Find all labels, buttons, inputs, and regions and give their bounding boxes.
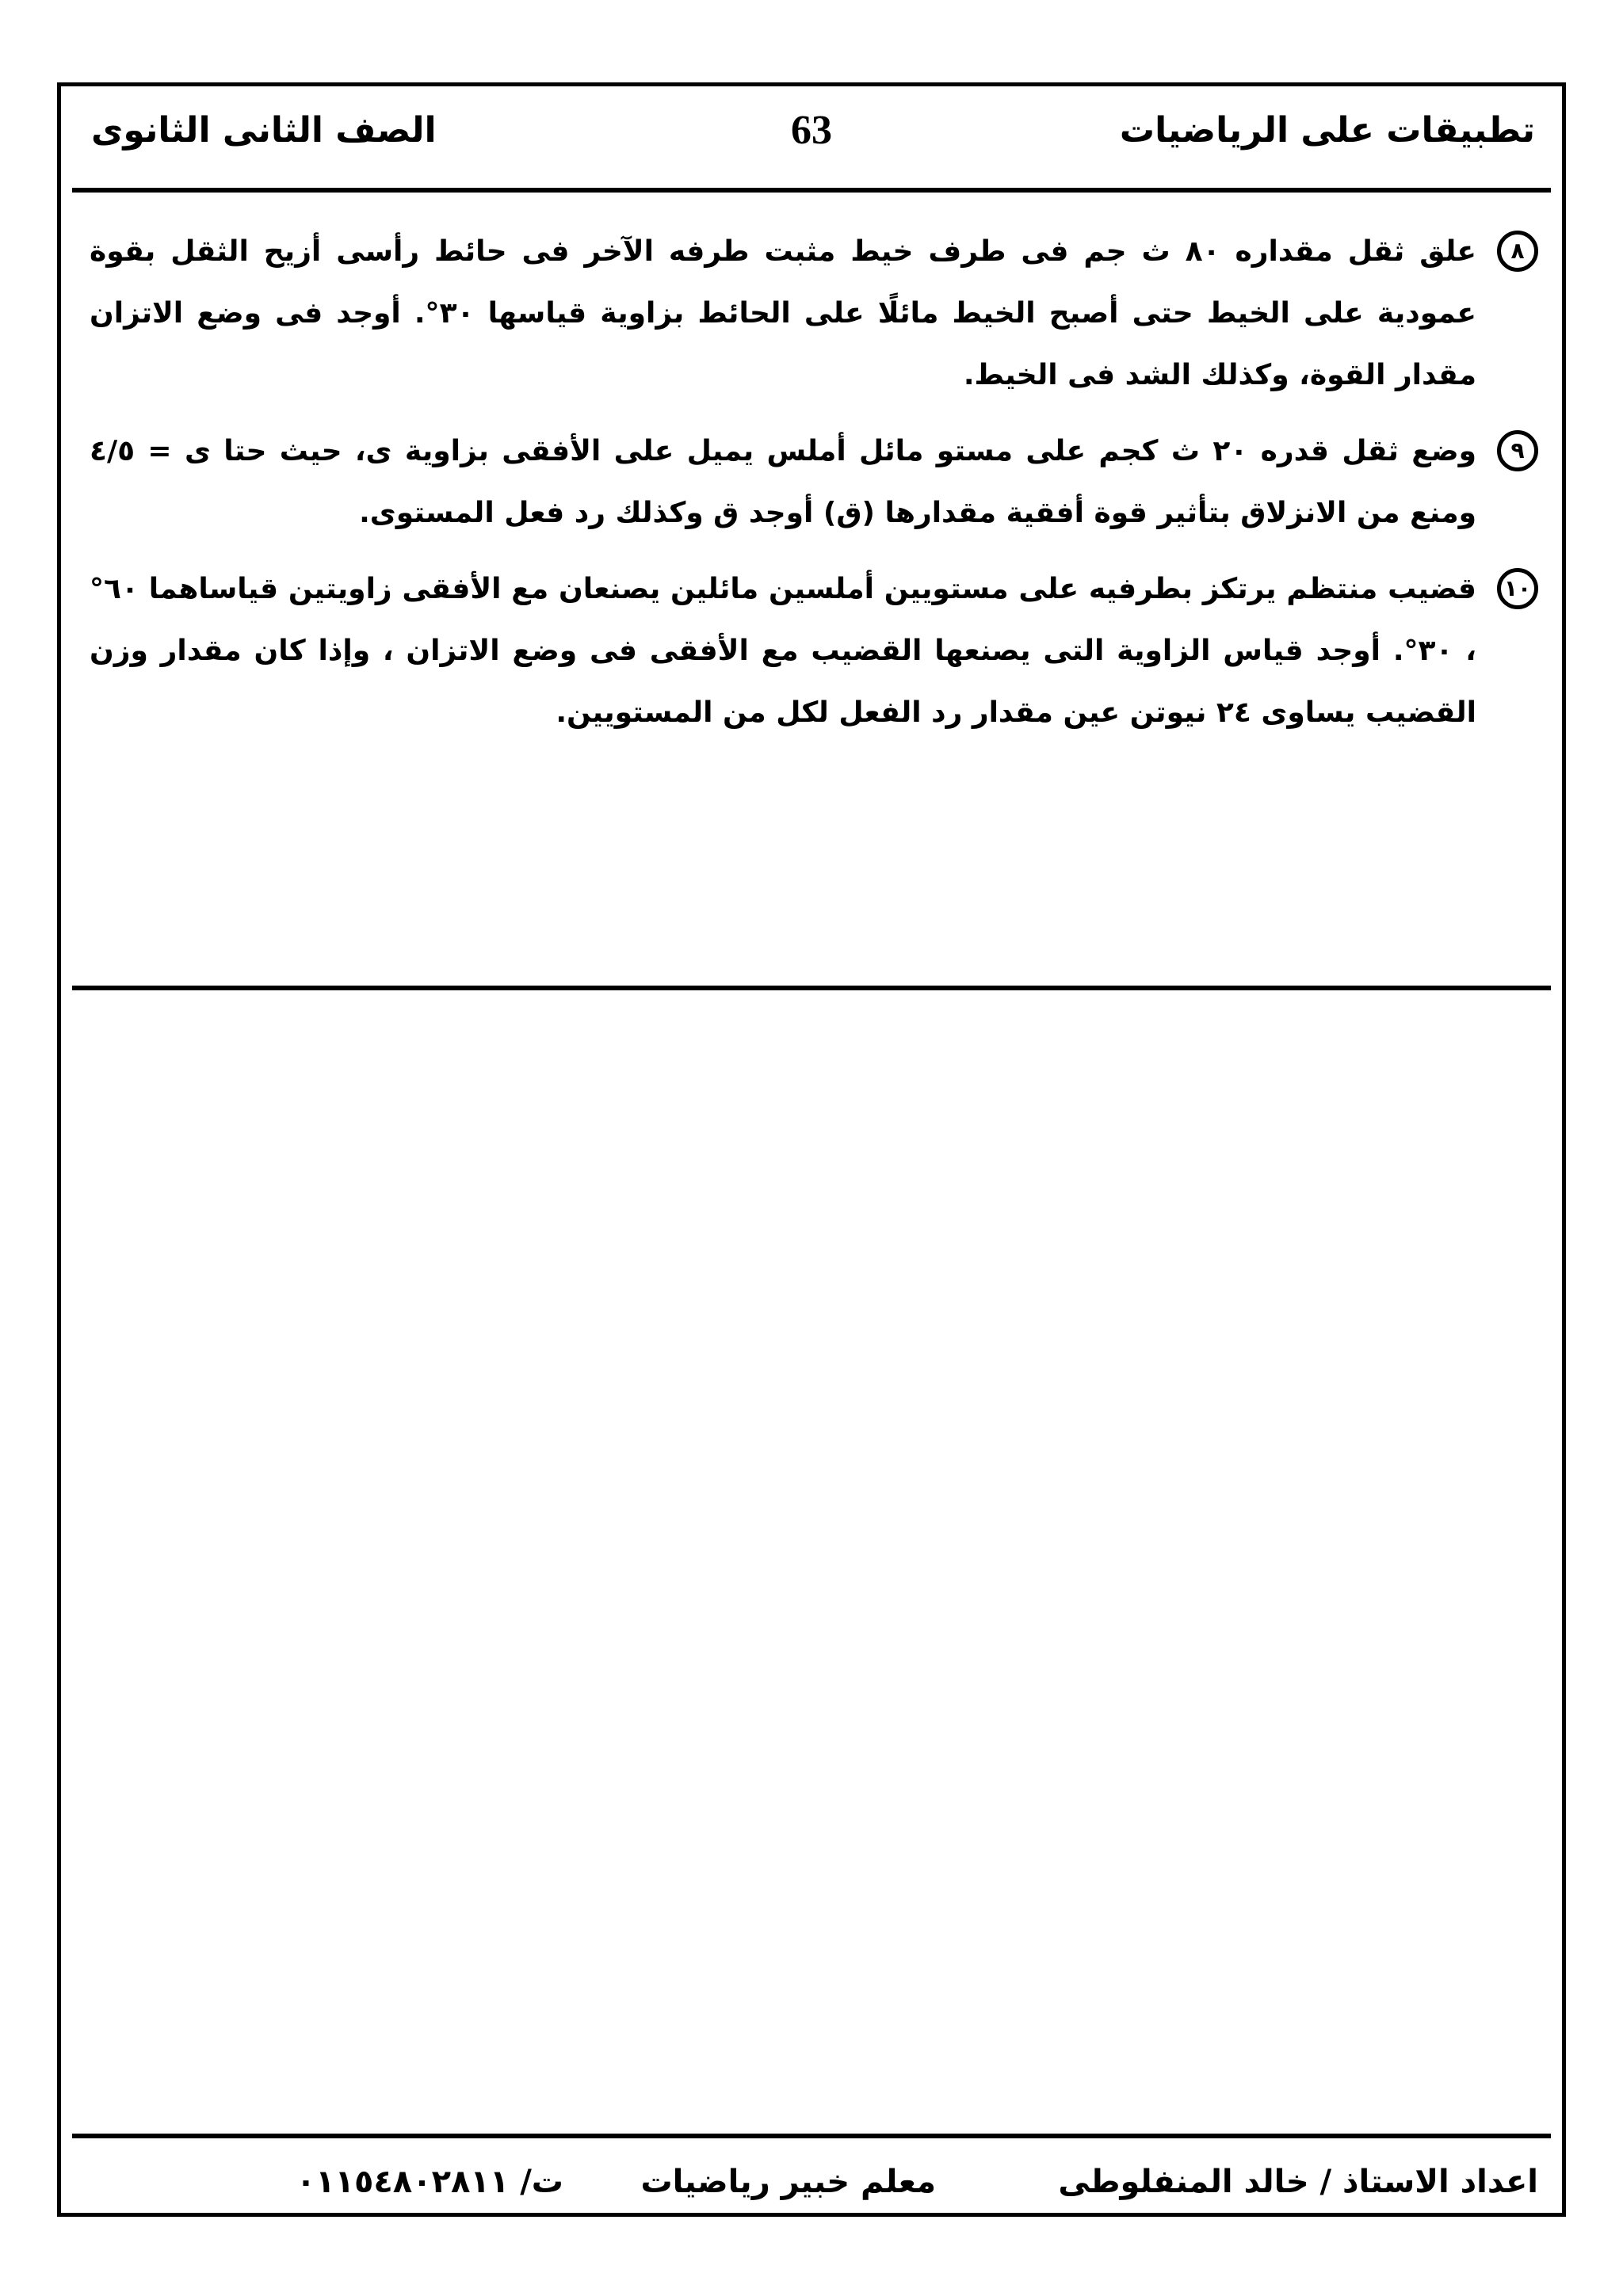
problem-text: علق ثقل مقداره ٨٠ ث جم فى طرف خيط مثبت طرفه الآخر فى حائط رأسى أزيح الثقل بقوة عمودية على الخيط حتى أصبح الخيط مائلًا على الحائط بزاوية قياسها ٣٠°. أوجد فى وضع الاتزان مقدار القوة، وكذلك الشد فى الخيط. [90,235,1476,391]
header-divider [72,188,1551,193]
problem-9 [90,421,1538,544]
content-divider [72,986,1551,990]
page-footer [61,2146,1562,2218]
footer-title: معلم خبير رياضيات [640,2164,936,2200]
problem-text: وضع ثقل قدره ٢٠ ث كجم على مستو مائل أملس يميل على الأفقى بزاوية ى، حيث حتا ى = ٤/٥ ومنع من الانزلاق بتأثير قوة أفقية مقدارها (ق) أوجد ق وكذلك رد فعل المستوى. [90,435,1476,529]
problem-8 [90,221,1538,406]
problem-number-badge: ٨ [1497,231,1538,272]
problem-number-badge: ١٠ [1497,568,1538,609]
footer-author: اعداد الاستاذ / خالد المنفلوطى [1058,2164,1538,2200]
problems-list [90,221,1538,758]
grade-label: الصف الثانى الثانوى [91,110,437,151]
problem-number-badge: ٩ [1497,430,1538,471]
problem-text: قضيب منتظم يرتكز بطرفيه على مستويين أملسين مائلين يصنعان مع الأفقى زاويتين قياساهما ٦٠° ، ٣٠°. أوجد قياس الزاوية التى يصنعها القضيب مع الأفقى فى وضع الاتزان ، وإذا كان مقدار وزن القضيب يساوى ٢٤ نيوتن عين مقدار رد الفعل لكل من المستويين. [90,573,1476,729]
page-frame [57,82,1566,2217]
page-header [61,86,1562,189]
book-title: تطبيقات على الرياضيات [1119,110,1535,151]
problem-10 [90,559,1538,744]
footer-phone: ت/ ٠١١٥٤٨٠٢٨١١ [296,2164,563,2200]
page-number: 63 [791,108,832,153]
footer-divider [72,2134,1551,2138]
